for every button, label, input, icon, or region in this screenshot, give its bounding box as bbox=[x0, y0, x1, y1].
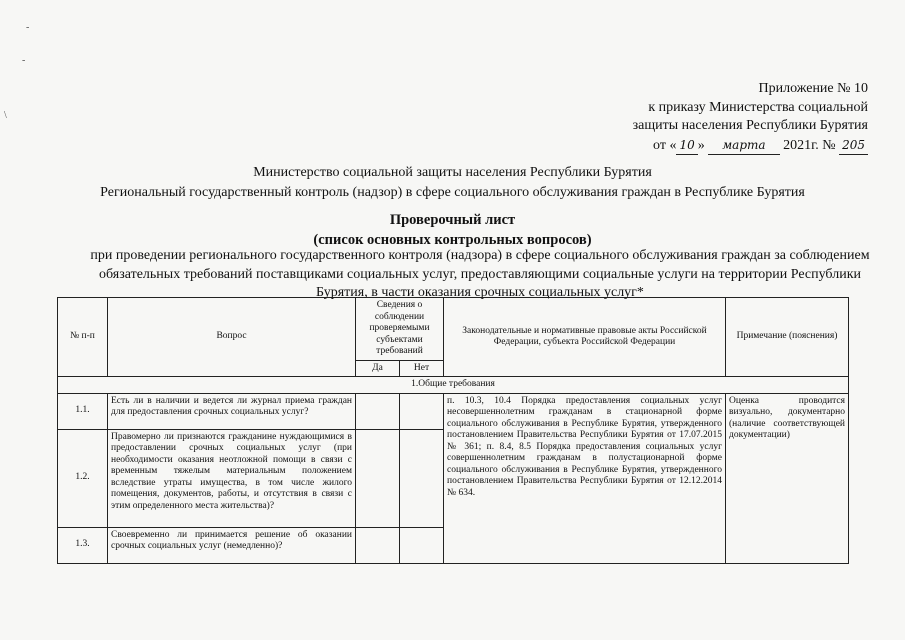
appendix-date-line bbox=[633, 136, 868, 156]
legal-acts-cell: п. 10.3, 10.4 Порядка предоставления социальных услуг несовершеннолетним гражданам в стационарной форме социального обслуживания в Республике Бурятия, утвержденного постановлением Правительства Республики Бурятия от 17.07.2015 № 361; п. 8.4, 8.5 Порядка предоставления социальных услуг совершеннолетним гражданам в полустационарной форме социального обслуживания в Республике Бурятия, утвержденного постановлением Правительства Республики Бурятия от 12.12.2014 № 634. bbox=[444, 393, 726, 563]
section-row bbox=[58, 377, 849, 394]
header-num: № п-п bbox=[58, 298, 108, 377]
date-prefix: от « bbox=[653, 137, 677, 153]
no-cell[interactable] bbox=[400, 393, 444, 429]
ministry-name: Министерство социальной защиты населения Республики Бурятия bbox=[253, 165, 652, 180]
appendix-block bbox=[633, 80, 868, 155]
scan-speck: - bbox=[22, 55, 26, 66]
header-note: Примечание (пояснения) bbox=[726, 298, 849, 377]
no-cell[interactable] bbox=[400, 527, 444, 563]
yes-cell[interactable] bbox=[356, 527, 400, 563]
table-header-row bbox=[58, 298, 849, 361]
section-title: 1.Общие требования bbox=[58, 377, 849, 394]
note-cell: Оценка проводится визуально, документарно (наличие соответствующей документации) bbox=[726, 393, 849, 563]
appendix-order-line: к приказу Министерства социальной bbox=[648, 99, 868, 115]
header-yes: Да bbox=[356, 360, 400, 377]
no-cell[interactable] bbox=[400, 429, 444, 527]
yes-cell[interactable] bbox=[356, 429, 400, 527]
document-title: Проверочный лист bbox=[389, 212, 516, 228]
table-row bbox=[58, 393, 849, 429]
handwritten-day: 10 bbox=[676, 136, 697, 156]
appendix-title: Приложение № 10 bbox=[758, 81, 868, 96]
date-mid: » bbox=[697, 137, 705, 153]
handwritten-number: 205 bbox=[839, 136, 868, 156]
header-no: Нет bbox=[400, 360, 444, 377]
scan-speck: - bbox=[26, 22, 30, 33]
row-num: 1.2. bbox=[58, 429, 108, 527]
document-titles bbox=[0, 210, 905, 250]
intro-paragraph: при проведении регионального государственного контроля (надзора) в сфере социального обслуживания граждан за соблюдением обязательных требований поставщиками социальных услуг, предоставляющими социальные услуги на территории Республики Бурятия, в части оказания срочных социальных услуг* bbox=[90, 248, 870, 300]
handwritten-month: марта bbox=[708, 136, 779, 156]
year-text: 2021г. № bbox=[783, 137, 836, 153]
scan-speck: \ bbox=[4, 110, 7, 121]
document-subtitle: (список основных контрольных вопросов) bbox=[313, 232, 592, 248]
checklist-table bbox=[57, 297, 849, 564]
control-name: Региональный государственный контроль (надзор) в сфере социального обслуживания граждан в Республике Бурятия bbox=[100, 185, 805, 200]
row-num: 1.1. bbox=[58, 393, 108, 429]
row-question: Своевременно ли принимается решение об оказании срочных социальных услуг (немедленно)? bbox=[108, 527, 356, 563]
appendix-ministry-line: защиты населения Республики Бурятия bbox=[632, 118, 868, 133]
row-num: 1.3. bbox=[58, 527, 108, 563]
header-question: Вопрос bbox=[108, 298, 356, 377]
yes-cell[interactable] bbox=[356, 393, 400, 429]
organization-header bbox=[0, 163, 905, 203]
row-question: Есть ли в наличии и ведется ли журнал приема граждан для предоставления срочных социальных услуг? bbox=[108, 393, 356, 429]
header-compliance: Сведения о соблюдении проверяемыми субъектами требований bbox=[356, 298, 444, 361]
row-question: Правомерно ли признаются гражданине нуждающимися в предоставлении срочных социальных услуг (при необходимости оказания неотложной помощи в связи с временным тяжелым материальным положением вследствие утраты имущества, в том числе жилого помещения, документов, работы, и отсутствия в связи с этим определенного места жительства)? bbox=[108, 429, 356, 527]
header-acts: Законодательные и нормативные правовые акты Российской Федерации, субъекта Российской Федерации bbox=[444, 298, 726, 377]
